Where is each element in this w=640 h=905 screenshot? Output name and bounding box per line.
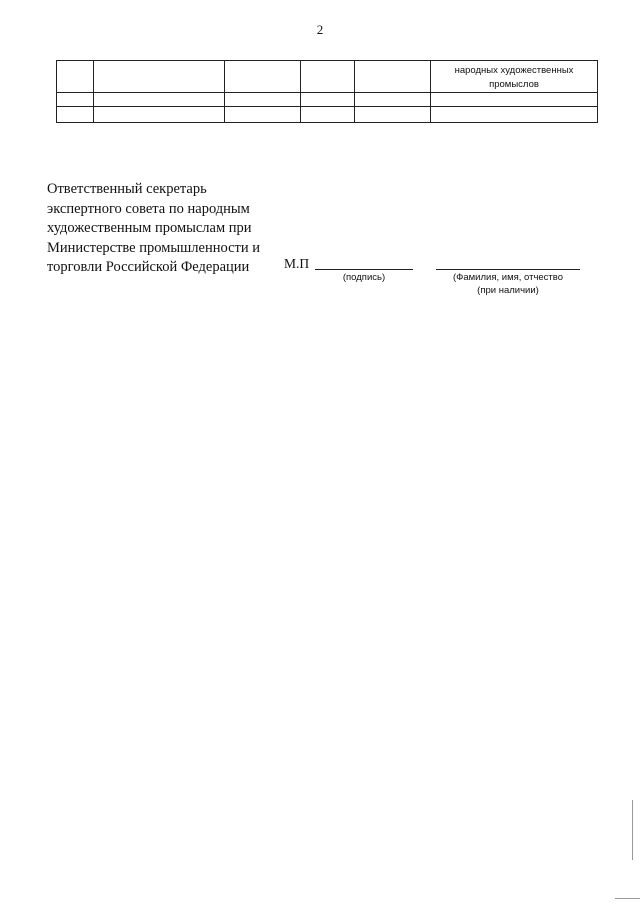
signatory-title-line: экспертного совета по народным [47, 200, 250, 217]
table-cell [94, 107, 225, 123]
table-cell [57, 93, 94, 107]
signature-caption: (подпись) [342, 272, 386, 283]
table-cell-text: народных художественных промыслов [454, 65, 574, 90]
table-cell [57, 61, 94, 93]
table-cell [301, 107, 355, 123]
table-cell [355, 61, 431, 93]
table-cell [57, 107, 94, 123]
fullname-caption-line: (при наличии) [477, 285, 539, 296]
data-table [56, 60, 598, 123]
table-cell [94, 93, 225, 107]
fullname-caption-line: (Фамилия, имя, отчество [452, 272, 564, 283]
table-cell [431, 61, 598, 93]
signatory-title-line: Ответственный секретарь [47, 181, 207, 197]
table-row [57, 93, 598, 107]
scan-edge-mark [632, 800, 633, 860]
signatory-title-line: Министерстве промышленности и [47, 239, 261, 256]
table-cell [431, 107, 598, 123]
table-row [57, 107, 598, 123]
table-cell [355, 93, 431, 107]
table-cell [225, 107, 301, 123]
table-row [57, 61, 598, 93]
fullname-caption [430, 271, 586, 297]
scan-edge-mark [615, 898, 640, 899]
table-cell [301, 93, 355, 107]
page-number: 2 [316, 22, 324, 37]
signatory-title-line: торговли Российской Федерации [47, 259, 250, 275]
signature-line [315, 269, 413, 270]
table-cell [94, 61, 225, 93]
table-cell [225, 61, 301, 93]
table-cell [225, 93, 301, 107]
table-cell [355, 107, 431, 123]
stamp-label: М.П [284, 256, 310, 271]
fullname-line [436, 269, 580, 270]
table-cell [301, 61, 355, 93]
signatory-title-line: художественным промыслам при [47, 220, 252, 236]
signatory-title [47, 180, 287, 278]
table-cell [431, 93, 598, 107]
